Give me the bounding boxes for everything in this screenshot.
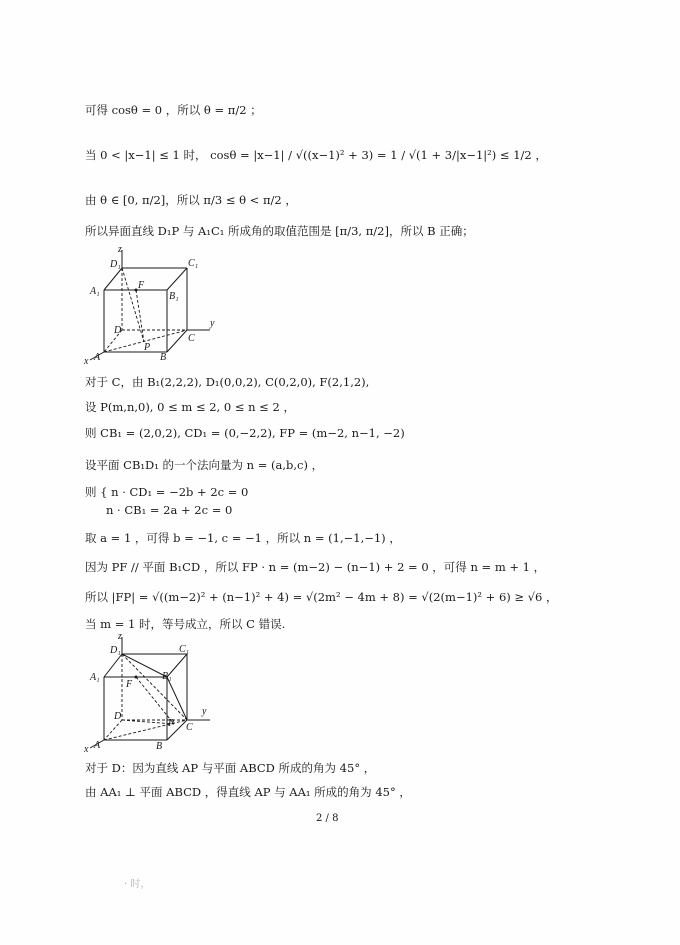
cube-figure-1: [82, 242, 222, 367]
text-line-7: 则 CB₁ = (2,0,2), CD₁ = (0,−2,2), FP = (m−2, n−1, −2): [85, 426, 405, 440]
text-line-13: 当 m = 1 时，等号成立，所以 C 错误.: [85, 617, 286, 631]
fig2-label-p: P: [168, 718, 175, 729]
fig2-label-b: B: [156, 741, 163, 752]
page-number: 2 / 8: [316, 813, 339, 824]
text-line-9b: n · CB₁ = 2a + 2c = 0: [106, 503, 233, 517]
fig1-label-a1: A₁: [90, 286, 100, 297]
fig1-label-f: F: [138, 280, 145, 291]
cube-figure-2: [82, 632, 222, 757]
fig2-label-f: F: [126, 679, 133, 690]
cube-diagram-1: [82, 242, 222, 367]
fig1-label-z: z: [118, 244, 122, 255]
fig2-label-d1: D₁: [110, 645, 121, 656]
fig2-label-x: x: [84, 744, 89, 755]
fig2-label-a1: A₁: [90, 672, 100, 683]
text-line-2: 当 0 < |x−1| ≤ 1 时， cosθ = |x−1| / √((x−1)² + 3) = 1 / √(1 + 3/|x−1|²) ≤ 1/2 ，: [85, 148, 547, 162]
text-line-1: 可得 cosθ = 0 ，所以 θ = π/2 ；: [85, 103, 262, 117]
cube-diagram-2: [82, 632, 222, 757]
text-line-8: 设平面 CB₁D₁ 的一个法向量为 n = (a,b,c) ，: [85, 458, 324, 472]
fig1-label-c: C: [188, 333, 195, 344]
text-line-5: 对于 C，由 B₁(2,2,2), D₁(0,0,2), C(0,2,0), F(2,1,2),: [85, 375, 370, 389]
fig2-label-a: A: [94, 740, 101, 751]
fig2-label-z: z: [118, 632, 122, 642]
text-line-12: 所以 |FP| = √((m−2)² + (n−1)² + 4) = √(2m² − 4m + 8) = √(2(m−1)² + 6) ≥ √6 ，: [85, 590, 558, 604]
text-line-9a: 则 { n · CD₁ = −2b + 2c = 0: [85, 485, 249, 499]
fig2-label-d: D: [114, 711, 122, 722]
fig1-label-x: x: [84, 356, 89, 367]
text-line-11: 因为 PF // 平面 B₁CD ，所以 FP · n = (m−2) − (n−1) + 2 = 0 ，可得 n = m + 1 ，: [85, 560, 546, 574]
fig2-label-c: C: [186, 722, 193, 733]
fig2-label-b1: B₁: [162, 671, 172, 682]
text-line-14: 对于 D：因为直线 AP 与平面 ABCD 所成的角为 45° ，: [85, 761, 376, 775]
fig1-label-y: y: [210, 318, 215, 329]
text-line-15: 由 AA₁ ⊥ 平面 ABCD ，得直线 AP 与 AA₁ 所成的角为 45° ，: [85, 785, 411, 799]
text-line-4: 所以异面直线 D₁P 与 A₁C₁ 所成角的取值范围是 [π/3, π/2]，所以 B 正确；: [85, 224, 474, 238]
fig2-label-c1: C₁: [179, 644, 190, 655]
fig1-label-p: P: [144, 342, 151, 353]
fig1-label-d1: D₁: [110, 259, 121, 270]
fig1-label-d: D: [114, 325, 122, 336]
text-line-6: 设 P(m,n,0), 0 ≤ m ≤ 2, 0 ≤ n ≤ 2 ，: [85, 400, 295, 414]
stray-mark: · 时，: [124, 879, 151, 890]
text-line-10: 取 a = 1 ，可得 b = −1, c = −1 ，所以 n = (1,−1,−1) ，: [85, 531, 401, 545]
fig1-label-c1: C₁: [188, 258, 199, 269]
fig2-label-y: y: [202, 706, 207, 717]
fig1-label-a: A: [94, 352, 101, 363]
fig1-label-b1: B₁: [169, 291, 179, 302]
fig1-label-b: B: [160, 352, 167, 363]
text-line-3: 由 θ ∈ [0, π/2]，所以 π/3 ≤ θ < π/2 ，: [85, 193, 297, 207]
